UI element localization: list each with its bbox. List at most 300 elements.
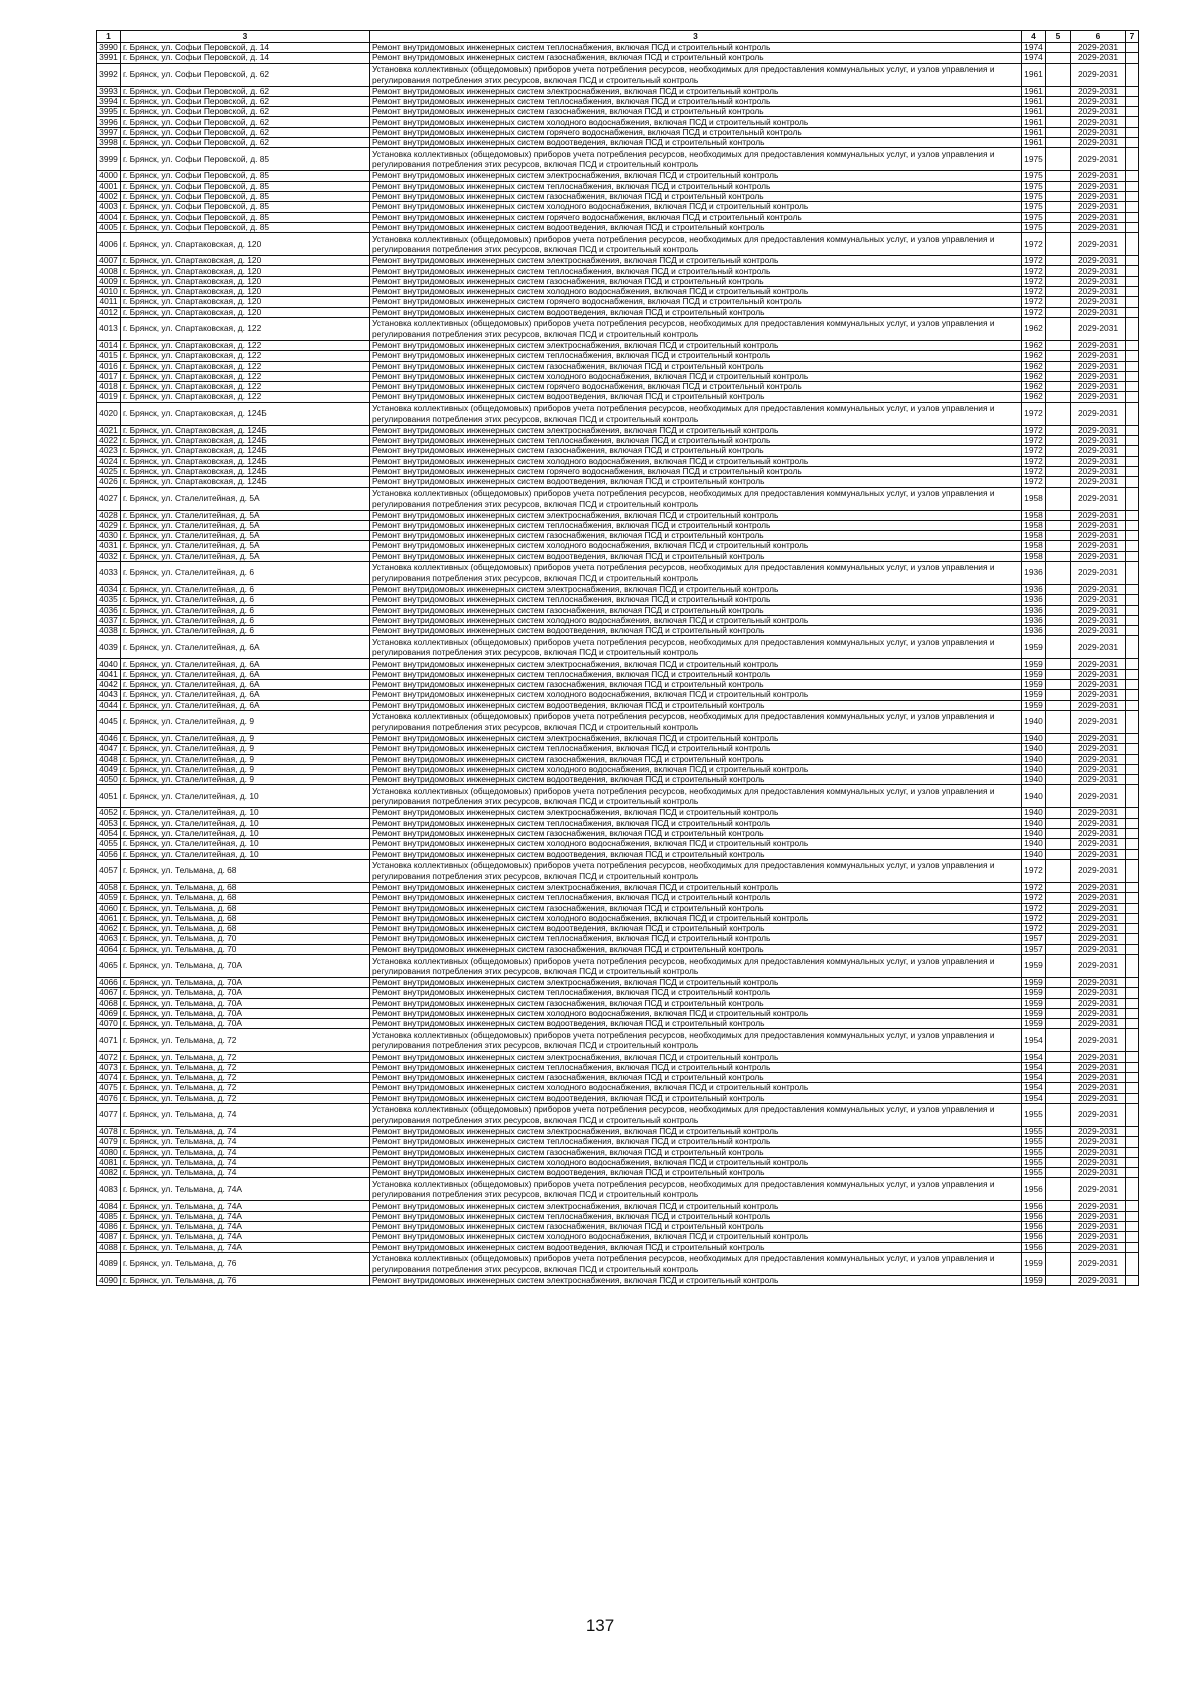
row-col5 — [1046, 317, 1071, 340]
row-period: 2029-2031 — [1071, 531, 1126, 541]
table-row — [97, 710, 1139, 733]
row-period: 2029-2031 — [1071, 849, 1126, 859]
row-col7 — [1126, 307, 1139, 317]
row-number: 4069 — [97, 1008, 121, 1018]
row-period: 2029-2031 — [1071, 1073, 1126, 1083]
table-row — [97, 1252, 1139, 1275]
row-number: 4073 — [97, 1062, 121, 1072]
row-year: 1936 — [1022, 626, 1046, 636]
row-address: г. Брянск, ул. Тельмана, д. 74А — [121, 1201, 370, 1211]
row-year: 1972 — [1022, 436, 1046, 446]
table-row — [97, 615, 1139, 625]
row-col7 — [1126, 1083, 1139, 1093]
row-period: 2029-2031 — [1071, 944, 1126, 954]
row-number: 4055 — [97, 839, 121, 849]
row-col5 — [1046, 595, 1071, 605]
row-period: 2029-2031 — [1071, 63, 1126, 86]
table-row — [97, 107, 1139, 117]
row-year: 1961 — [1022, 107, 1046, 117]
row-number: 3992 — [97, 63, 121, 86]
row-address: г. Брянск, ул. Тельмана, д. 72 — [121, 1062, 370, 1072]
row-period: 2029-2031 — [1071, 744, 1126, 754]
row-year: 1954 — [1022, 1093, 1046, 1103]
table-row — [97, 510, 1139, 520]
table-row — [97, 340, 1139, 350]
table-row — [97, 605, 1139, 615]
row-col5 — [1046, 669, 1071, 679]
row-number: 4003 — [97, 202, 121, 212]
row-work-type: Ремонт внутридомовых инженерных систем водоотведения, включая ПСД и строительный контроль — [370, 307, 1022, 317]
row-number: 4045 — [97, 710, 121, 733]
row-address: г. Брянск, ул. Софьи Перовской, д. 62 — [121, 138, 370, 148]
row-period: 2029-2031 — [1071, 988, 1126, 998]
row-col7 — [1126, 690, 1139, 700]
row-address: г. Брянск, ул. Сталелитейная, д. 6 — [121, 595, 370, 605]
row-work-type: Ремонт внутридомовых инженерных систем теплоснабжения, включая ПСД и строительный контроль — [370, 266, 1022, 276]
row-work-type: Ремонт внутридомовых инженерных систем водоотведения, включая ПСД и строительный контроль — [370, 1019, 1022, 1029]
row-col7 — [1126, 893, 1139, 903]
table-row — [97, 690, 1139, 700]
row-period: 2029-2031 — [1071, 1178, 1126, 1201]
row-work-type: Ремонт внутридомовых инженерных систем газоснабжения, включая ПСД и строительный контроль — [370, 829, 1022, 839]
table-row — [97, 849, 1139, 859]
row-year: 1940 — [1022, 744, 1046, 754]
row-col5 — [1046, 1093, 1071, 1103]
row-period: 2029-2031 — [1071, 117, 1126, 127]
table-row — [97, 1008, 1139, 1018]
row-period: 2029-2031 — [1071, 1019, 1126, 1029]
row-work-type: Ремонт внутридомовых инженерных систем водоотведения, включая ПСД и строительный контроль — [370, 138, 1022, 148]
row-col5 — [1046, 1137, 1071, 1147]
row-number: 4050 — [97, 775, 121, 785]
row-period: 2029-2031 — [1071, 636, 1126, 659]
table-row — [97, 117, 1139, 127]
column-header: 6 — [1071, 31, 1126, 43]
table-row — [97, 1137, 1139, 1147]
row-number: 4007 — [97, 256, 121, 266]
row-number: 4088 — [97, 1242, 121, 1252]
table-row — [97, 1083, 1139, 1093]
row-period: 2029-2031 — [1071, 615, 1126, 625]
table-row — [97, 63, 1139, 86]
row-address: г. Брянск, ул. Сталелитейная, д. 6А — [121, 636, 370, 659]
row-col7 — [1126, 988, 1139, 998]
row-address: г. Брянск, ул. Тельмана, д. 72 — [121, 1029, 370, 1052]
capital-repair-table — [96, 30, 1139, 1286]
row-number: 4046 — [97, 733, 121, 743]
row-number: 4027 — [97, 487, 121, 510]
row-period: 2029-2031 — [1071, 913, 1126, 923]
row-col7 — [1126, 775, 1139, 785]
row-address: г. Брянск, ул. Сталелитейная, д. 9 — [121, 733, 370, 743]
row-work-type: Ремонт внутридомовых инженерных систем водоотведения, включая ПСД и строительный контроль — [370, 222, 1022, 232]
row-col7 — [1126, 659, 1139, 669]
row-col5 — [1046, 425, 1071, 435]
row-address: г. Брянск, ул. Софьи Перовской, д. 85 — [121, 191, 370, 201]
row-work-type: Ремонт внутридомовых инженерных систем электроснабжения, включая ПСД и строительный контроль — [370, 1201, 1022, 1211]
row-address: г. Брянск, ул. Софьи Перовской, д. 85 — [121, 212, 370, 222]
table-row — [97, 86, 1139, 96]
row-number: 4090 — [97, 1275, 121, 1285]
table-row — [97, 43, 1139, 53]
table-row — [97, 1073, 1139, 1083]
row-year: 1956 — [1022, 1222, 1046, 1232]
row-address: г. Брянск, ул. Сталелитейная, д. 6А — [121, 690, 370, 700]
row-work-type: Ремонт внутридомовых инженерных систем газоснабжения, включая ПСД и строительный контроль — [370, 1222, 1022, 1232]
row-col5 — [1046, 1073, 1071, 1083]
row-work-type: Ремонт внутридомовых инженерных систем газоснабжения, включая ПСД и строительный контроль — [370, 903, 1022, 913]
row-address: г. Брянск, ул. Спартаковская, д. 120 — [121, 276, 370, 286]
row-period: 2029-2031 — [1071, 754, 1126, 764]
row-col7 — [1126, 1073, 1139, 1083]
row-col5 — [1046, 531, 1071, 541]
row-col7 — [1126, 382, 1139, 392]
row-year: 1940 — [1022, 785, 1046, 808]
row-col5 — [1046, 1008, 1071, 1018]
row-year: 1962 — [1022, 371, 1046, 381]
row-work-type: Ремонт внутридомовых инженерных систем электроснабжения, включая ПСД и строительный контроль — [370, 171, 1022, 181]
table-row — [97, 456, 1139, 466]
row-col5 — [1046, 392, 1071, 402]
row-year: 1940 — [1022, 775, 1046, 785]
row-col7 — [1126, 1211, 1139, 1221]
row-col5 — [1046, 913, 1071, 923]
row-period: 2029-2031 — [1071, 340, 1126, 350]
row-col5 — [1046, 903, 1071, 913]
row-number: 4074 — [97, 1073, 121, 1083]
row-col5 — [1046, 659, 1071, 669]
table-row — [97, 551, 1139, 561]
row-number: 4032 — [97, 551, 121, 561]
row-period: 2029-2031 — [1071, 361, 1126, 371]
table-row — [97, 1222, 1139, 1232]
table-row — [97, 202, 1139, 212]
header-row — [97, 31, 1139, 43]
row-col5 — [1046, 1029, 1071, 1052]
row-col7 — [1126, 222, 1139, 232]
row-col7 — [1126, 212, 1139, 222]
row-period: 2029-2031 — [1071, 1062, 1126, 1072]
row-work-type: Ремонт внутридомовых инженерных систем газоснабжения, включая ПСД и строительный контроль — [370, 754, 1022, 764]
row-address: г. Брянск, ул. Спартаковская, д. 120 — [121, 287, 370, 297]
row-work-type: Ремонт внутридомовых инженерных систем электроснабжения, включая ПСД и строительный контроль — [370, 882, 1022, 892]
row-year: 1962 — [1022, 351, 1046, 361]
row-work-type: Ремонт внутридомовых инженерных систем теплоснабжения, включая ПСД и строительный контроль — [370, 1137, 1022, 1147]
row-col7 — [1126, 944, 1139, 954]
row-year: 1940 — [1022, 839, 1046, 849]
row-period: 2029-2031 — [1071, 764, 1126, 774]
row-number: 4011 — [97, 297, 121, 307]
row-period: 2029-2031 — [1071, 859, 1126, 882]
row-address: г. Брянск, ул. Тельмана, д. 68 — [121, 893, 370, 903]
row-col7 — [1126, 1093, 1139, 1103]
row-address: г. Брянск, ул. Тельмана, д. 70А — [121, 955, 370, 978]
row-period: 2029-2031 — [1071, 466, 1126, 476]
row-col5 — [1046, 626, 1071, 636]
row-address: г. Брянск, ул. Спартаковская, д. 120 — [121, 307, 370, 317]
row-number: 4085 — [97, 1211, 121, 1221]
row-col7 — [1126, 340, 1139, 350]
row-work-type: Ремонт внутридомовых инженерных систем газоснабжения, включая ПСД и строительный контроль — [370, 680, 1022, 690]
row-number: 4056 — [97, 849, 121, 859]
row-col7 — [1126, 276, 1139, 286]
row-period: 2029-2031 — [1071, 307, 1126, 317]
row-number: 4066 — [97, 978, 121, 988]
row-col5 — [1046, 43, 1071, 53]
row-col7 — [1126, 1008, 1139, 1018]
table-row — [97, 256, 1139, 266]
row-work-type: Ремонт внутридомовых инженерных систем горячего водоснабжения, включая ПСД и строительный контроль — [370, 127, 1022, 137]
row-col7 — [1126, 63, 1139, 86]
row-address: г. Брянск, ул. Тельмана, д. 74 — [121, 1103, 370, 1126]
row-col7 — [1126, 202, 1139, 212]
row-col7 — [1126, 317, 1139, 340]
row-period: 2029-2031 — [1071, 829, 1126, 839]
row-year: 1936 — [1022, 561, 1046, 584]
row-col5 — [1046, 351, 1071, 361]
table-row — [97, 181, 1139, 191]
row-number: 4065 — [97, 955, 121, 978]
row-number: 4026 — [97, 477, 121, 487]
row-col5 — [1046, 829, 1071, 839]
row-work-type: Ремонт внутридомовых инженерных систем газоснабжения, включая ПСД и строительный контроль — [370, 998, 1022, 1008]
row-year: 1956 — [1022, 1232, 1046, 1242]
row-col5 — [1046, 1168, 1071, 1178]
row-period: 2029-2031 — [1071, 584, 1126, 594]
row-number: 4033 — [97, 561, 121, 584]
table-row — [97, 1052, 1139, 1062]
row-address: г. Брянск, ул. Сталелитейная, д. 6 — [121, 626, 370, 636]
row-col5 — [1046, 1178, 1071, 1201]
row-number: 3998 — [97, 138, 121, 148]
row-col5 — [1046, 1052, 1071, 1062]
row-col5 — [1046, 1019, 1071, 1029]
row-col5 — [1046, 605, 1071, 615]
row-col5 — [1046, 402, 1071, 425]
row-work-type: Ремонт внутридомовых инженерных систем водоотведения, включая ПСД и строительный контроль — [370, 626, 1022, 636]
row-year: 1955 — [1022, 1103, 1046, 1126]
table-row — [97, 659, 1139, 669]
row-year: 1956 — [1022, 1242, 1046, 1252]
row-year: 1975 — [1022, 148, 1046, 171]
row-col5 — [1046, 148, 1071, 171]
row-work-type: Ремонт внутридомовых инженерных систем электроснабжения, включая ПСД и строительный контроль — [370, 733, 1022, 743]
row-work-type: Ремонт внутридомовых инженерных систем водоотведения, включая ПСД и строительный контроль — [370, 392, 1022, 402]
row-col5 — [1046, 893, 1071, 903]
row-period: 2029-2031 — [1071, 317, 1126, 340]
row-year: 1972 — [1022, 276, 1046, 286]
row-col5 — [1046, 256, 1071, 266]
table-row — [97, 1211, 1139, 1221]
row-period: 2029-2031 — [1071, 700, 1126, 710]
row-address: г. Брянск, ул. Софьи Перовской, д. 62 — [121, 96, 370, 106]
row-col5 — [1046, 988, 1071, 998]
row-year: 1962 — [1022, 317, 1046, 340]
row-work-type: Установка коллективных (общедомовых) приборов учета потребления ресурсов, необходимых для предоставления коммунальных услуг, и узлов управления и регулирования потребления этих ресурсов, включая ПСД и строительный контроль — [370, 402, 1022, 425]
row-col5 — [1046, 859, 1071, 882]
row-work-type: Ремонт внутридомовых инженерных систем теплоснабжения, включая ПСД и строительный контроль — [370, 1211, 1022, 1221]
row-col5 — [1046, 1083, 1071, 1093]
row-col5 — [1046, 340, 1071, 350]
row-year: 1957 — [1022, 934, 1046, 944]
row-col7 — [1126, 1168, 1139, 1178]
table-row — [97, 1242, 1139, 1252]
row-work-type: Ремонт внутридомовых инженерных систем электроснабжения, включая ПСД и строительный контроль — [370, 978, 1022, 988]
row-work-type: Ремонт внутридомовых инженерных систем водоотведения, включая ПСД и строительный контроль — [370, 1093, 1022, 1103]
row-work-type: Ремонт внутридомовых инженерных систем теплоснабжения, включая ПСД и строительный контроль — [370, 934, 1022, 944]
column-header: 5 — [1046, 31, 1071, 43]
row-address: г. Брянск, ул. Сталелитейная, д. 9 — [121, 764, 370, 774]
row-col5 — [1046, 785, 1071, 808]
row-number: 4034 — [97, 584, 121, 594]
row-year: 1940 — [1022, 808, 1046, 818]
table-row — [97, 402, 1139, 425]
row-work-type: Ремонт внутридомовых инженерных систем газоснабжения, включая ПСД и строительный контроль — [370, 1147, 1022, 1157]
row-number: 4071 — [97, 1029, 121, 1052]
row-col7 — [1126, 425, 1139, 435]
row-number: 4051 — [97, 785, 121, 808]
row-address: г. Брянск, ул. Спартаковская, д. 122 — [121, 317, 370, 340]
row-col7 — [1126, 903, 1139, 913]
row-col7 — [1126, 297, 1139, 307]
row-number: 4083 — [97, 1178, 121, 1201]
row-period: 2029-2031 — [1071, 551, 1126, 561]
row-work-type: Ремонт внутридомовых инженерных систем холодного водоснабжения, включая ПСД и строительный контроль — [370, 1232, 1022, 1242]
row-number: 4012 — [97, 307, 121, 317]
row-address: г. Брянск, ул. Тельмана, д. 70А — [121, 978, 370, 988]
row-address: г. Брянск, ул. Сталелитейная, д. 10 — [121, 849, 370, 859]
table-row — [97, 446, 1139, 456]
row-period: 2029-2031 — [1071, 96, 1126, 106]
row-address: г. Брянск, ул. Сталелитейная, д. 5А — [121, 487, 370, 510]
row-number: 3995 — [97, 107, 121, 117]
column-header: 3 — [370, 31, 1022, 43]
table-row — [97, 96, 1139, 106]
row-year: 1972 — [1022, 402, 1046, 425]
row-period: 2029-2031 — [1071, 1008, 1126, 1018]
row-col7 — [1126, 1201, 1139, 1211]
row-address: г. Брянск, ул. Сталелитейная, д. 9 — [121, 754, 370, 764]
row-year: 1940 — [1022, 849, 1046, 859]
row-work-type: Ремонт внутридомовых инженерных систем водоотведения, включая ПСД и строительный контроль — [370, 700, 1022, 710]
row-col7 — [1126, 636, 1139, 659]
row-period: 2029-2031 — [1071, 1029, 1126, 1052]
row-col7 — [1126, 1242, 1139, 1252]
row-number: 4008 — [97, 266, 121, 276]
row-period: 2029-2031 — [1071, 955, 1126, 978]
table-row — [97, 1062, 1139, 1072]
row-period: 2029-2031 — [1071, 541, 1126, 551]
row-year: 1955 — [1022, 1126, 1046, 1136]
row-address: г. Брянск, ул. Тельмана, д. 74А — [121, 1211, 370, 1221]
page-number: 137 — [585, 1616, 615, 1635]
row-col5 — [1046, 839, 1071, 849]
row-period: 2029-2031 — [1071, 107, 1126, 117]
row-number: 4089 — [97, 1252, 121, 1275]
row-col7 — [1126, 882, 1139, 892]
row-year: 1959 — [1022, 659, 1046, 669]
table-row — [97, 584, 1139, 594]
table-row — [97, 382, 1139, 392]
table-row — [97, 669, 1139, 679]
row-period: 2029-2031 — [1071, 1275, 1126, 1285]
row-period: 2029-2031 — [1071, 893, 1126, 903]
row-col5 — [1046, 882, 1071, 892]
row-col7 — [1126, 1103, 1139, 1126]
row-col7 — [1126, 551, 1139, 561]
row-year: 1972 — [1022, 266, 1046, 276]
row-col5 — [1046, 53, 1071, 63]
row-col7 — [1126, 171, 1139, 181]
row-work-type: Ремонт внутридомовых инженерных систем горячего водоснабжения, включая ПСД и строительный контроль — [370, 297, 1022, 307]
row-number: 4042 — [97, 680, 121, 690]
row-number: 3999 — [97, 148, 121, 171]
row-period: 2029-2031 — [1071, 1252, 1126, 1275]
row-col7 — [1126, 859, 1139, 882]
row-col7 — [1126, 456, 1139, 466]
row-year: 1962 — [1022, 361, 1046, 371]
row-period: 2029-2031 — [1071, 233, 1126, 256]
row-year: 1940 — [1022, 764, 1046, 774]
row-address: г. Брянск, ул. Спартаковская, д. 122 — [121, 340, 370, 350]
row-period: 2029-2031 — [1071, 1052, 1126, 1062]
row-address: г. Брянск, ул. Тельмана, д. 72 — [121, 1083, 370, 1093]
row-address: г. Брянск, ул. Сталелитейная, д. 5А — [121, 541, 370, 551]
row-number: 4086 — [97, 1222, 121, 1232]
table-row — [97, 276, 1139, 286]
table-row — [97, 1147, 1139, 1157]
row-year: 1956 — [1022, 1211, 1046, 1221]
row-address: г. Брянск, ул. Тельмана, д. 74 — [121, 1137, 370, 1147]
row-year: 1959 — [1022, 955, 1046, 978]
row-address: г. Брянск, ул. Сталелитейная, д. 10 — [121, 818, 370, 828]
row-year: 1957 — [1022, 944, 1046, 954]
row-col7 — [1126, 818, 1139, 828]
row-work-type: Ремонт внутридомовых инженерных систем горячего водоснабжения, включая ПСД и строительный контроль — [370, 382, 1022, 392]
row-period: 2029-2031 — [1071, 669, 1126, 679]
row-period: 2029-2031 — [1071, 436, 1126, 446]
row-work-type: Ремонт внутридомовых инженерных систем теплоснабжения, включая ПСД и строительный контроль — [370, 744, 1022, 754]
row-col7 — [1126, 680, 1139, 690]
row-period: 2029-2031 — [1071, 659, 1126, 669]
row-number: 4087 — [97, 1232, 121, 1242]
row-col7 — [1126, 436, 1139, 446]
row-col7 — [1126, 138, 1139, 148]
row-col7 — [1126, 96, 1139, 106]
row-address: г. Брянск, ул. Тельмана, д. 70А — [121, 998, 370, 1008]
row-year: 1954 — [1022, 1073, 1046, 1083]
row-number: 4020 — [97, 402, 121, 425]
row-work-type: Ремонт внутридомовых инженерных систем водоотведения, включая ПСД и строительный контроль — [370, 775, 1022, 785]
row-period: 2029-2031 — [1071, 1126, 1126, 1136]
row-year: 1954 — [1022, 1029, 1046, 1052]
row-address: г. Брянск, ул. Тельмана, д. 72 — [121, 1052, 370, 1062]
row-work-type: Ремонт внутридомовых инженерных систем холодного водоснабжения, включая ПСД и строительный контроль — [370, 1083, 1022, 1093]
row-work-type: Ремонт внутридомовых инженерных систем электроснабжения, включая ПСД и строительный контроль — [370, 1052, 1022, 1062]
table-row — [97, 222, 1139, 232]
table-row — [97, 818, 1139, 828]
row-year: 1962 — [1022, 382, 1046, 392]
row-year: 1961 — [1022, 117, 1046, 127]
row-work-type: Установка коллективных (общедомовых) приборов учета потребления ресурсов, необходимых для предоставления коммунальных услуг, и узлов управления и регулирования потребления этих ресурсов, включая ПСД и строительный контроль — [370, 487, 1022, 510]
row-period: 2029-2031 — [1071, 934, 1126, 944]
row-year: 1962 — [1022, 392, 1046, 402]
row-col5 — [1046, 222, 1071, 232]
row-address: г. Брянск, ул. Тельмана, д. 74 — [121, 1126, 370, 1136]
row-address: г. Брянск, ул. Сталелитейная, д. 9 — [121, 744, 370, 754]
row-work-type: Ремонт внутридомовых инженерных систем газоснабжения, включая ПСД и строительный контроль — [370, 446, 1022, 456]
row-address: г. Брянск, ул. Сталелитейная, д. 6 — [121, 615, 370, 625]
